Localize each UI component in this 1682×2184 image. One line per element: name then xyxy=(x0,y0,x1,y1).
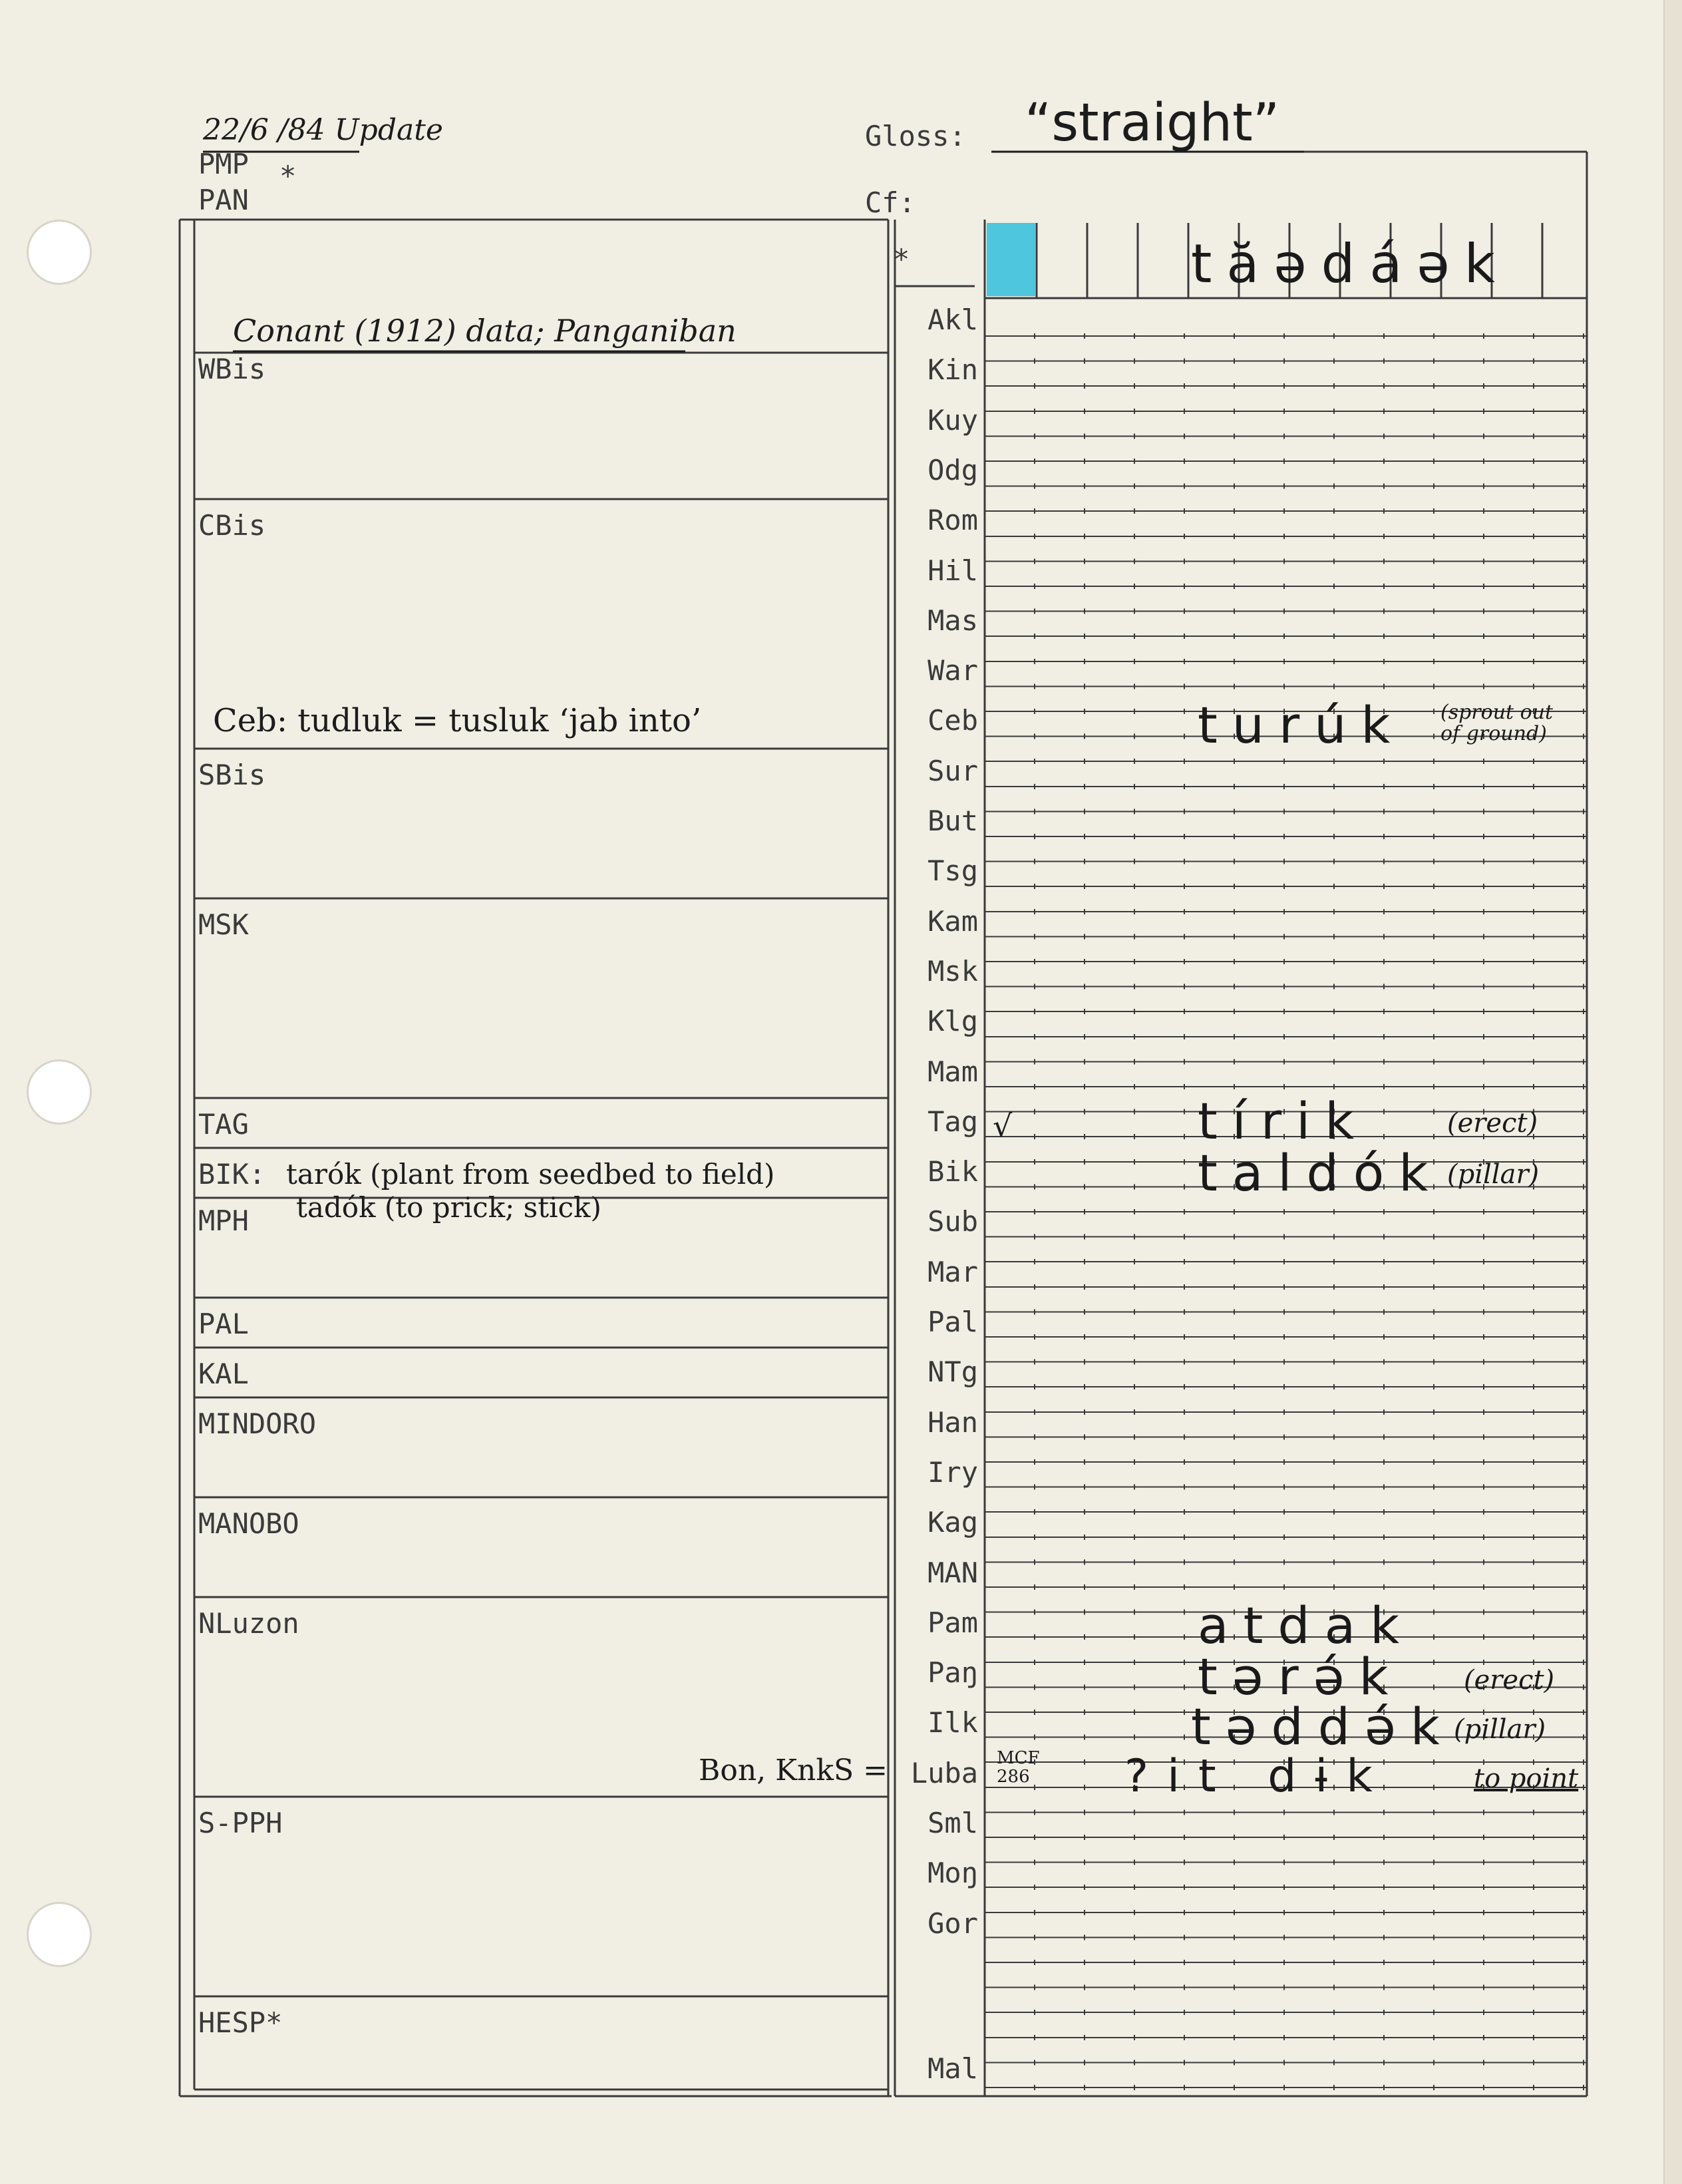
mcf-reference: MCF 286 xyxy=(997,1748,1040,1787)
group-label: MSK xyxy=(198,908,249,941)
entry-tag-form: tírik xyxy=(1198,1091,1369,1151)
language-code: Mal xyxy=(927,2052,978,2085)
language-code: Rom xyxy=(927,504,978,537)
language-code: Mam xyxy=(927,1055,978,1088)
language-code: Ilk xyxy=(927,1706,978,1739)
language-code: Mar xyxy=(927,1255,978,1288)
group-label: NLuzon xyxy=(198,1607,299,1640)
asterisk-mark: * xyxy=(279,160,297,192)
pmp-label: PMP xyxy=(198,148,249,180)
group-label: WBis xyxy=(198,353,266,385)
entry-tag-gloss: (erect) xyxy=(1447,1108,1538,1139)
language-code: War xyxy=(927,654,978,687)
language-code: Luba xyxy=(910,1756,978,1789)
source-note: Conant (1912) data; Panganiban xyxy=(233,313,737,349)
language-code: Klg xyxy=(927,1005,978,1038)
language-code: Odg xyxy=(927,453,978,486)
date-note: 22/6 /84 Update xyxy=(203,113,443,147)
group-label: S-PPH xyxy=(198,1807,283,1839)
entry-luba-gloss: to point xyxy=(1474,1763,1579,1794)
language-code: Moŋ xyxy=(927,1857,978,1890)
bon-knks-note: Bon, KnkS = xyxy=(699,1753,888,1787)
entry-ilk-gloss: (pillar) xyxy=(1454,1714,1546,1745)
group-note: tadók (to prick; stick) xyxy=(296,1191,601,1224)
language-code: But xyxy=(927,805,978,837)
language-code: Kag xyxy=(927,1506,978,1539)
entry-pan-form: tərə́k xyxy=(1198,1647,1403,1706)
language-code: Paŋ xyxy=(927,1656,978,1690)
language-code: Sur xyxy=(927,754,978,787)
tag-checkmark: √ xyxy=(993,1108,1013,1144)
language-code: Kuy xyxy=(927,403,978,437)
entry-ceb-form: turúk xyxy=(1198,695,1405,755)
language-code: MAN xyxy=(927,1556,978,1589)
language-code: Ceb xyxy=(927,704,978,737)
group-label: BIK: xyxy=(198,1158,266,1190)
proto-star: * xyxy=(893,243,910,275)
language-code: Pam xyxy=(927,1606,978,1639)
language-code: Msk xyxy=(927,954,978,988)
group-label: MANOBO xyxy=(198,1507,299,1540)
language-code: Kin xyxy=(927,353,978,387)
gloss-label: Gloss: xyxy=(865,120,966,152)
group-label: PAL xyxy=(198,1308,249,1340)
group-label: KAL xyxy=(198,1358,249,1390)
gloss-value: “straight” xyxy=(1025,93,1280,153)
language-code: Gor xyxy=(927,1907,978,1940)
cf-label: Cf: xyxy=(865,186,916,219)
group-label: MPH xyxy=(198,1204,249,1237)
entry-pam-form: atdak xyxy=(1198,1596,1415,1655)
language-code: Sml xyxy=(927,1807,978,1839)
entry-ceb-gloss: (sprout out of ground) xyxy=(1440,701,1554,745)
language-code: Tsg xyxy=(927,854,978,888)
proto-form: tăədáək xyxy=(1191,233,1510,295)
language-code: Kam xyxy=(927,904,978,938)
entry-pan-gloss: (erect) xyxy=(1464,1665,1555,1696)
entry-bik-form: taldók xyxy=(1198,1143,1443,1202)
entry-luba-form: ?it dɨk xyxy=(1124,1750,1391,1803)
language-code: Pal xyxy=(927,1306,978,1338)
group-label: SBis xyxy=(198,759,266,791)
language-code: Mas xyxy=(927,604,978,637)
language-code: Tag xyxy=(927,1105,978,1138)
group-label: HESP* xyxy=(198,2006,283,2039)
language-code: Iry xyxy=(927,1455,978,1489)
pan-label: PAN xyxy=(198,184,249,216)
group-label: MINDORO xyxy=(198,1407,317,1440)
language-code: Akl xyxy=(927,303,978,336)
language-code: NTg xyxy=(927,1356,978,1389)
group-note: Ceb: tudluk = tusluk ‘jab into’ xyxy=(213,702,702,739)
group-label: TAG xyxy=(198,1108,249,1141)
entry-bik-gloss: (pillar) xyxy=(1447,1159,1540,1190)
entry-ilk-form: təddə́k xyxy=(1191,1697,1454,1756)
group-note: tarók (plant from seedbed to field) xyxy=(286,1158,775,1190)
group-label: CBis xyxy=(198,509,266,542)
language-code: Sub xyxy=(927,1205,978,1238)
language-code: Han xyxy=(927,1405,978,1439)
language-code: Hil xyxy=(927,554,978,587)
language-code: Bik xyxy=(927,1155,978,1188)
